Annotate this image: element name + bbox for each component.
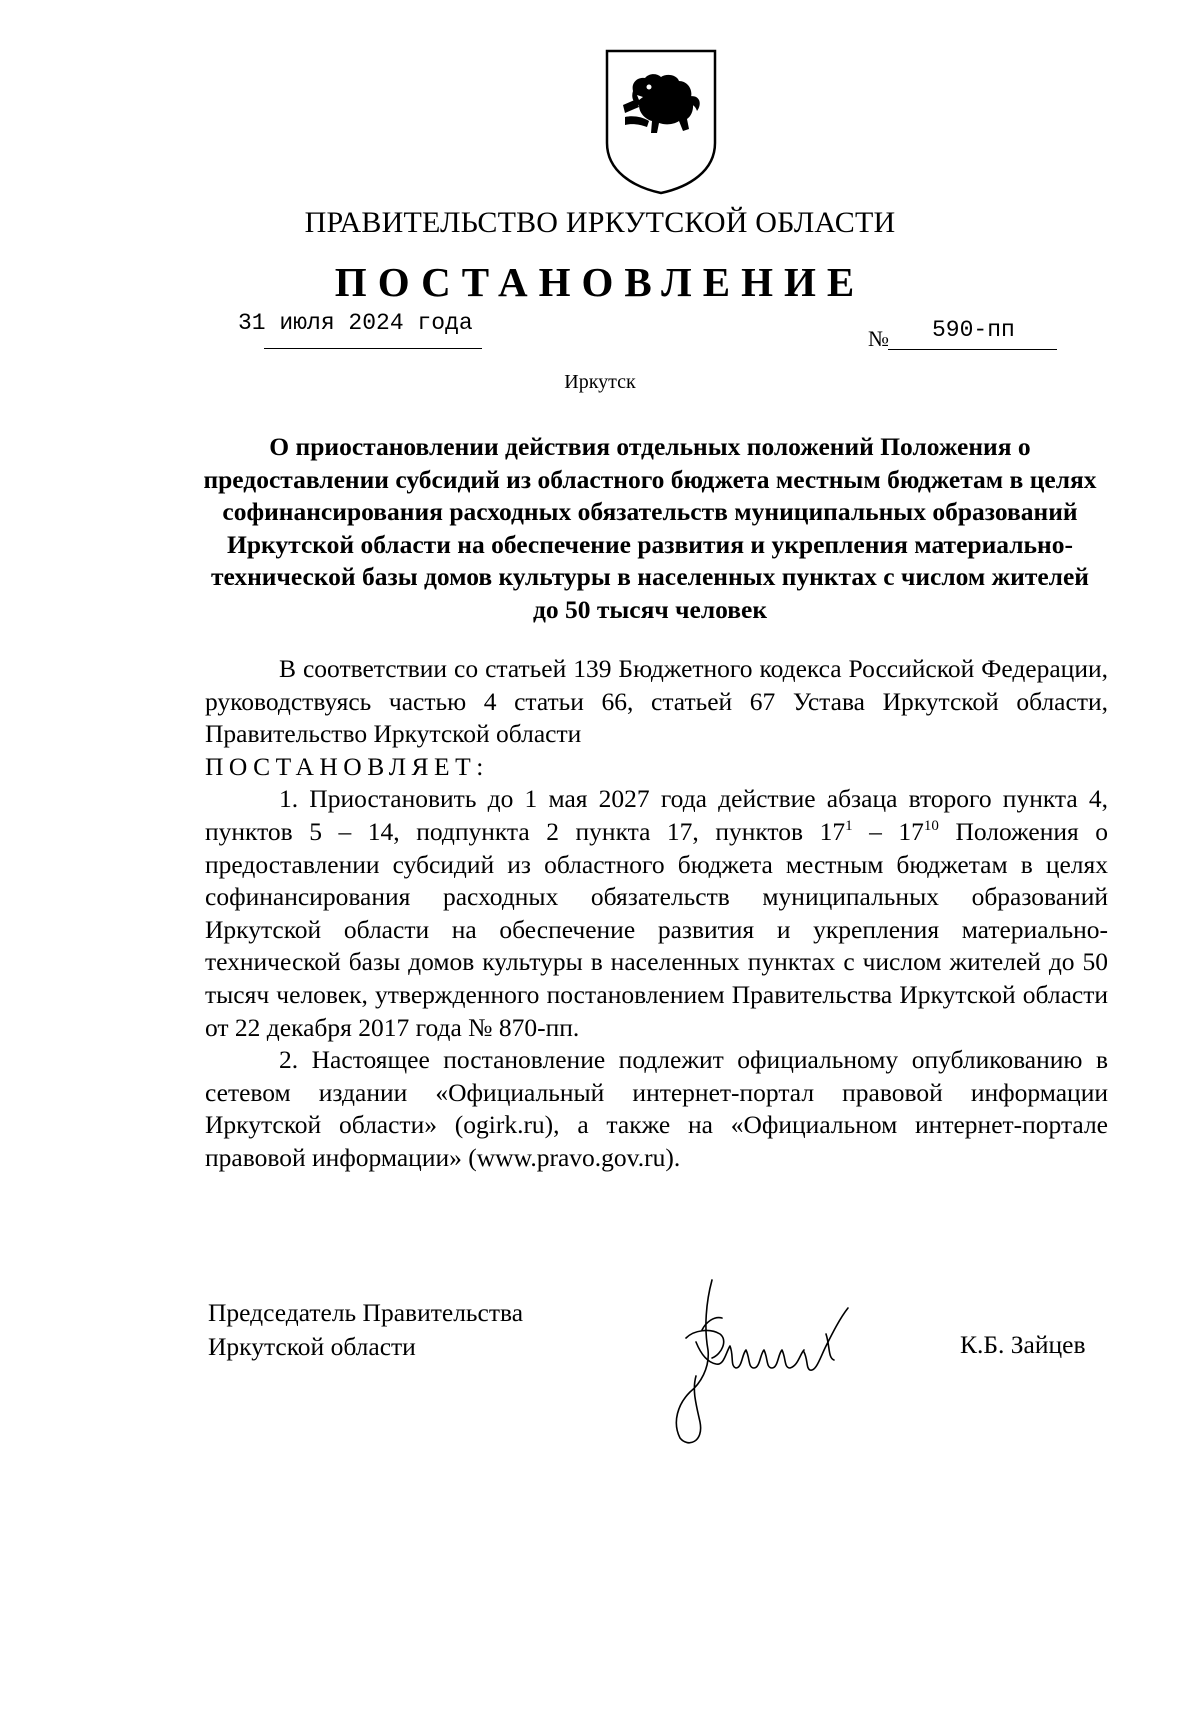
item-1-text-start: 1. Приостановить до 1 мая 2027 года действие абзаца второго пункта 4, пунктов 5 – 14, подпункта 2 пункта 17, пунктов 17 bbox=[205, 784, 1108, 846]
handwritten-signature bbox=[670, 1272, 940, 1452]
document-body bbox=[205, 653, 1108, 1175]
signatory-title bbox=[208, 1296, 523, 1364]
date-underline bbox=[264, 348, 482, 349]
item-1-superscript-10: 10 bbox=[923, 817, 939, 834]
decree-word: ПОСТАНОВЛЯЕТ: bbox=[205, 751, 489, 781]
organization-title: ПРАВИТЕЛЬСТВО ИРКУТСКОЙ ОБЛАСТИ bbox=[304, 206, 896, 239]
item-2-paragraph: 2. Настоящее постановление подлежит официальному опубликованию в сетевом издании «Официальный интернет-портал правовой информации Иркутской области» (ogirk.ru), а также на «Официальном интернет-портале правовой информации» (www.pravo.gov.ru). bbox=[205, 1045, 1108, 1172]
item-1-paragraph bbox=[205, 783, 1108, 1044]
document-type-heading: ПОСТАНОВЛЕНИЕ bbox=[334, 259, 866, 305]
signatory-title-line-2: Иркутской области bbox=[208, 1332, 416, 1361]
signatory-name: К.Б. Зайцев bbox=[960, 1330, 1086, 1359]
item-1-dash: – 17 bbox=[852, 816, 924, 846]
item-1-text-end: Положения о предоставлении субсидий из областного бюджета местным бюджетам в целях софинансирования расходных обязательств муниципальных образований Иркутской области на обеспечение развития и укрепления материально-технической базы домов культуры в населенных пунктах с числом жителей до 50 тысяч человек, утвержденного постановлением Правительства Иркутской области от 22 декабря 2017 года № 870-пп. bbox=[205, 816, 1109, 1042]
item-1-superscript-1: 1 bbox=[845, 817, 853, 834]
signatory-title-line-1: Председатель Правительства bbox=[208, 1298, 524, 1327]
document-date: 31 июля 2024 года bbox=[238, 310, 473, 336]
number-underline bbox=[888, 349, 1057, 350]
number-sign: № bbox=[868, 326, 889, 351]
irkutsk-coat-of-arms-icon bbox=[603, 47, 719, 195]
document-number: 590-пп bbox=[932, 317, 1015, 343]
document-city: Иркутск bbox=[564, 371, 636, 393]
document-subject: О приостановлении действия отдельных положений Положения о предоставлении субсидий из областного бюджета местным бюджетам в целях софинансирования расходных обязательств муниципальных образований Иркутской области на обеспечение развития и укрепления материально-технической базы домов культуры в населенных пунктах с числом жителей до 50 тысяч человек bbox=[203, 432, 1097, 624]
preamble-paragraph: В соответствии со статьей 139 Бюджетного кодекса Российской Федерации, руководствуясь частью 4 статьи 66, статьей 67 Устава Иркутской области, Правительство Иркутской области bbox=[205, 654, 1108, 749]
